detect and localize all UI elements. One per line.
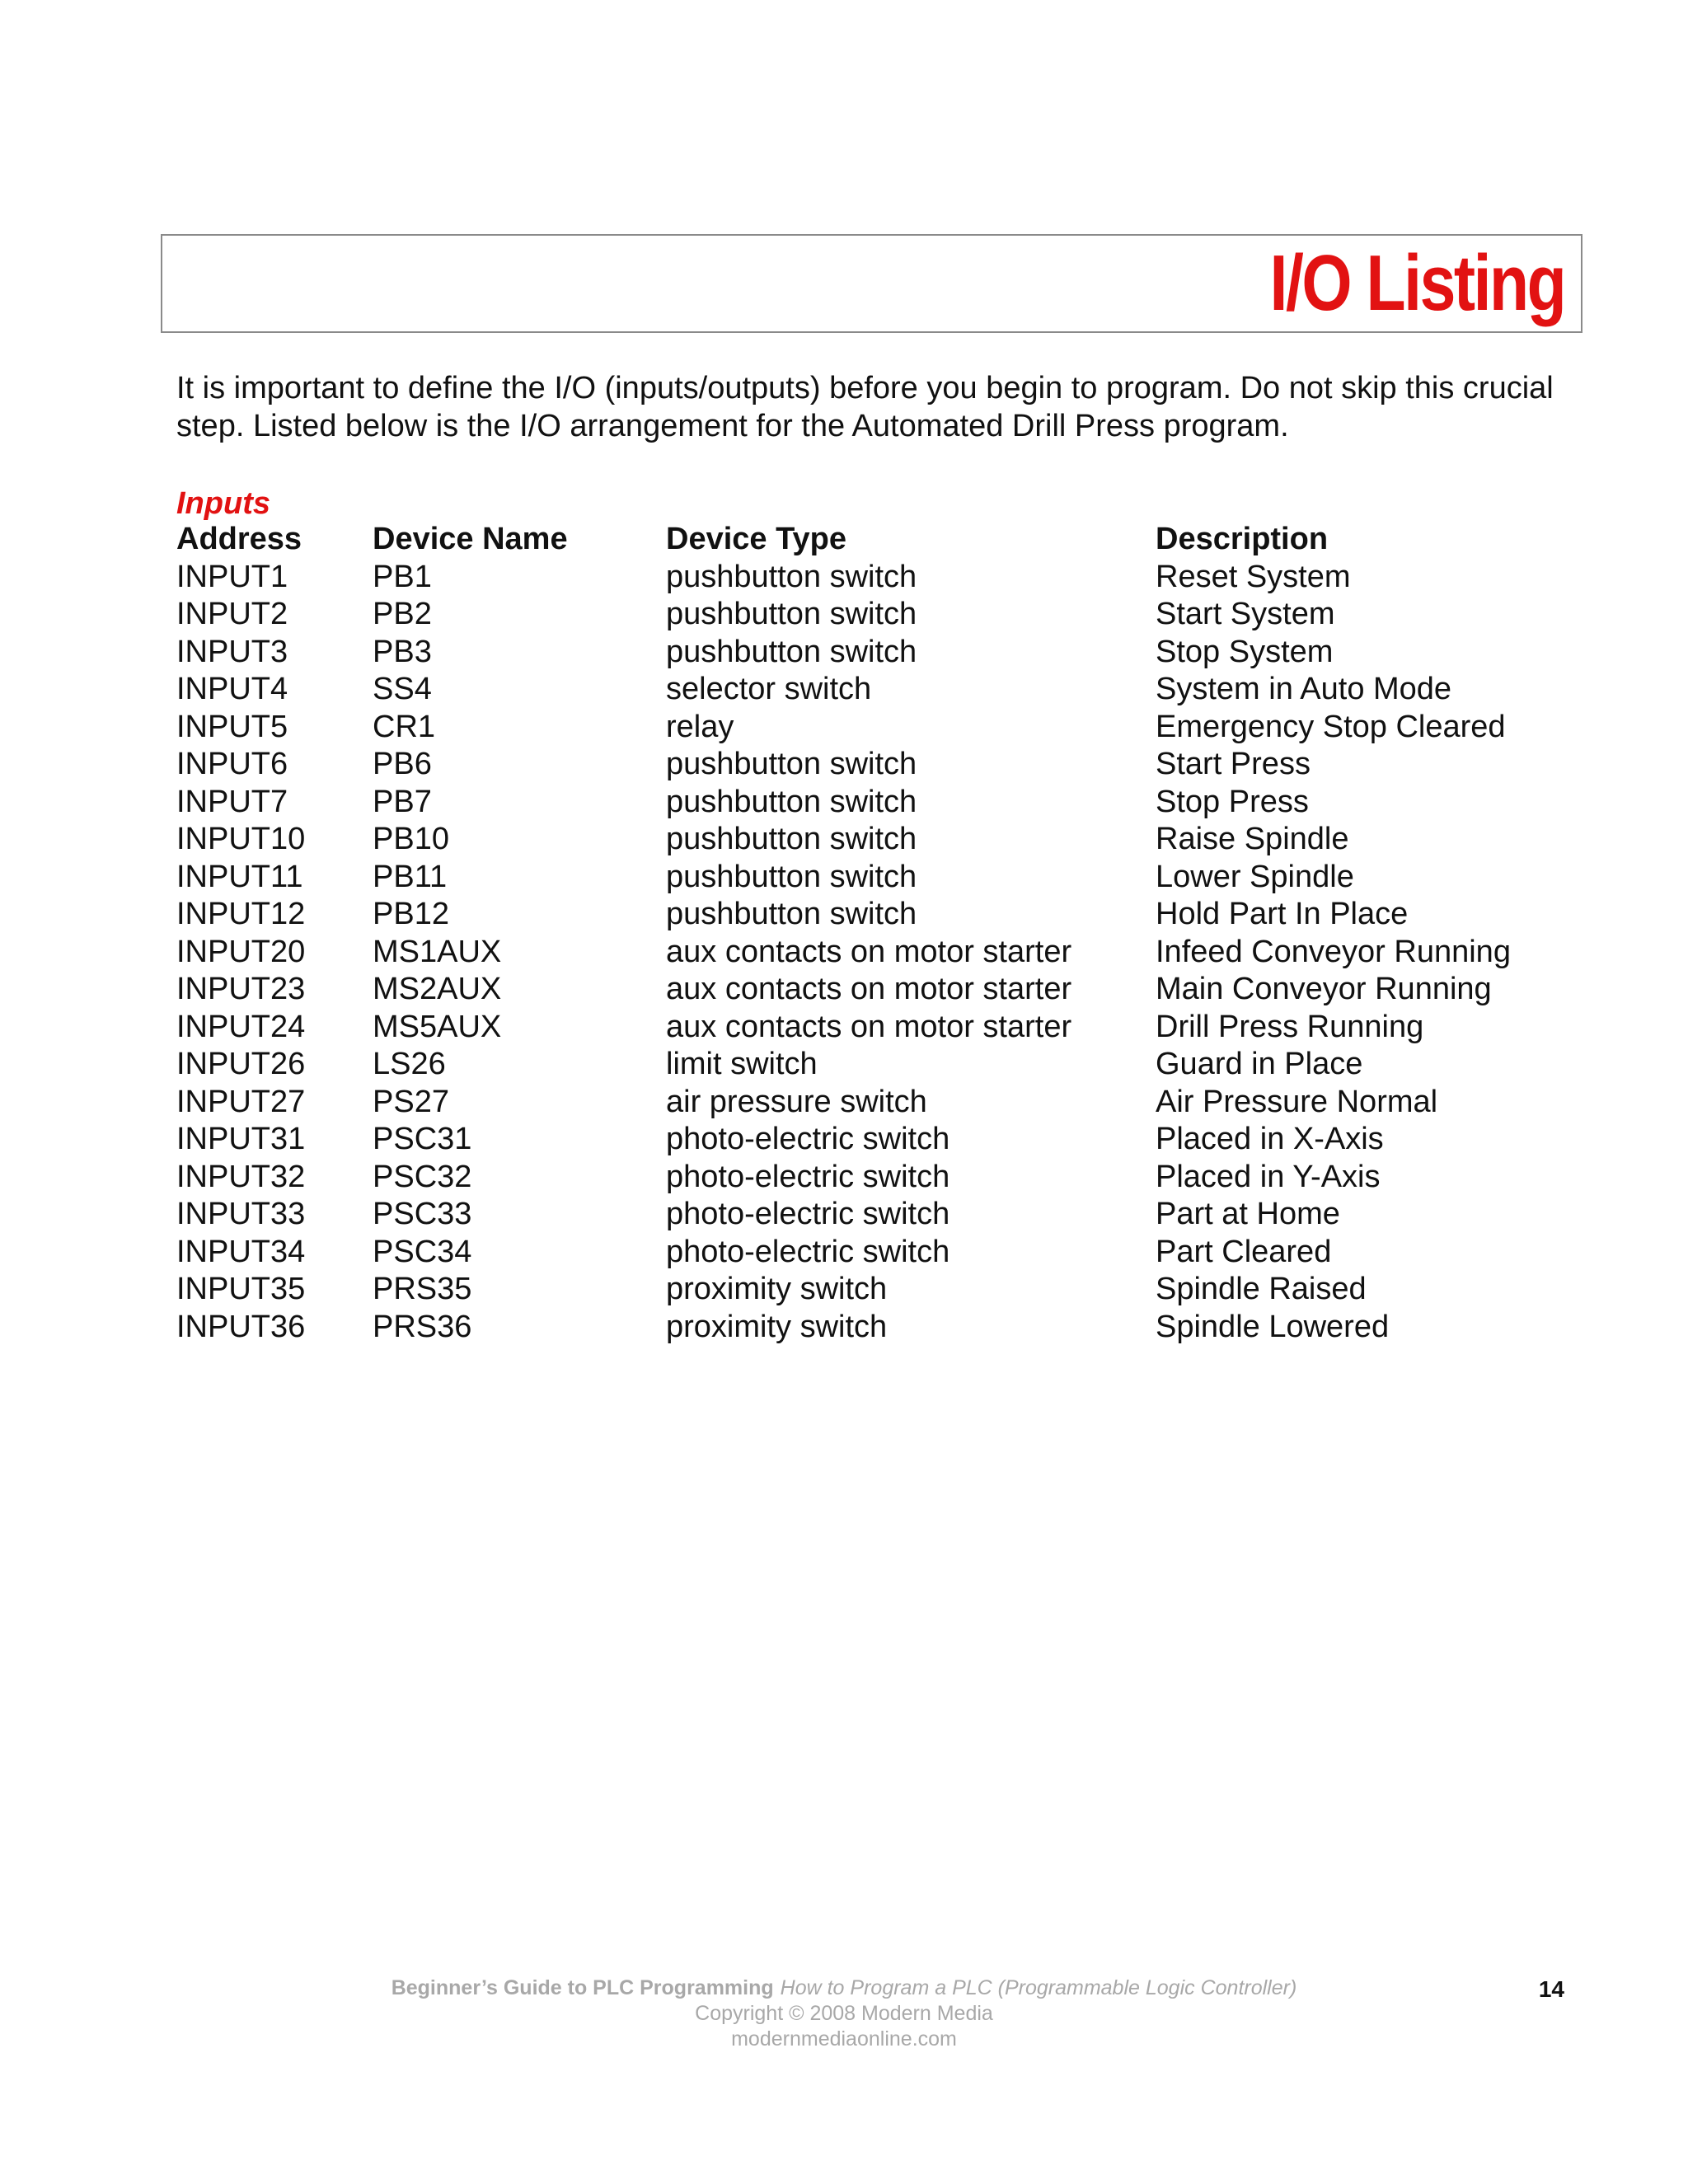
io-table xyxy=(176,521,1568,1346)
cell-device-type: pushbutton switch xyxy=(666,559,917,594)
cell-address: INPUT2 xyxy=(176,597,288,631)
cell-description: Spindle Raised xyxy=(1156,1272,1367,1306)
cell-address: INPUT34 xyxy=(176,1234,306,1269)
cell-device-type: pushbutton switch xyxy=(666,822,917,856)
cell-description: Hold Part In Place xyxy=(1156,897,1409,931)
page-number: 14 xyxy=(1538,1976,1564,2002)
cell-device-type: aux contacts on motor starter xyxy=(666,1009,1072,1044)
cell-description: Raise Spindle xyxy=(1156,822,1349,856)
cell-device-name: PB3 xyxy=(373,634,432,669)
cell-device-name: PSC34 xyxy=(373,1234,472,1269)
cell-address: INPUT3 xyxy=(176,634,288,669)
cell-description: Main Conveyor Running xyxy=(1156,972,1492,1006)
cell-address: INPUT31 xyxy=(176,1122,306,1156)
table-row xyxy=(176,634,1568,672)
table-row xyxy=(176,746,1568,784)
cell-address: INPUT33 xyxy=(176,1197,306,1231)
cell-address: INPUT24 xyxy=(176,1009,306,1044)
cell-device-name: PB10 xyxy=(373,822,449,856)
cell-device-type: proximity switch xyxy=(666,1272,888,1306)
cell-address: INPUT12 xyxy=(176,897,306,931)
cell-device-name: LS26 xyxy=(373,1047,446,1081)
cell-description: Stop Press xyxy=(1156,784,1309,819)
cell-address: INPUT20 xyxy=(176,934,306,969)
cell-device-name: PB11 xyxy=(373,859,448,894)
cell-address: INPUT23 xyxy=(176,972,306,1006)
intro-paragraph: It is important to define the I/O (inputs/outputs) before you begin to program. Do not skip this crucial step. Listed below is the I/O arrangement for the Automated Drill Press program. xyxy=(176,371,1554,443)
table-row xyxy=(176,671,1568,709)
section-label-inputs: Inputs xyxy=(176,486,270,521)
cell-description: Lower Spindle xyxy=(1156,859,1354,894)
table-row xyxy=(176,596,1568,634)
cell-description: System in Auto Mode xyxy=(1156,672,1452,706)
cell-address: INPUT32 xyxy=(176,1159,306,1194)
footer-copyright: Copyright © 2008 Modern Media xyxy=(695,2002,993,2025)
cell-device-type: selector switch xyxy=(666,672,872,706)
footer-website: modernmediaonline.com xyxy=(731,2027,957,2050)
table-row xyxy=(176,1009,1568,1047)
table-row xyxy=(176,934,1568,972)
cell-device-type: pushbutton switch xyxy=(666,859,917,894)
cell-description: Drill Press Running xyxy=(1156,1009,1424,1044)
table-row xyxy=(176,971,1568,1009)
cell-device-name: MS5AUX xyxy=(373,1009,502,1044)
header-device-type: Device Type xyxy=(666,522,846,556)
table-row xyxy=(176,1046,1568,1084)
cell-device-type: pushbutton switch xyxy=(666,634,917,669)
table-row xyxy=(176,1121,1568,1159)
cell-address: INPUT27 xyxy=(176,1084,306,1119)
cell-description: Part at Home xyxy=(1156,1197,1340,1231)
header-device-name: Device Name xyxy=(373,522,568,556)
table-row xyxy=(176,859,1568,897)
header-description: Description xyxy=(1156,522,1329,556)
table-row xyxy=(176,821,1568,859)
cell-description: Stop System xyxy=(1156,634,1334,669)
cell-device-type: photo-electric switch xyxy=(666,1122,950,1156)
cell-description: Placed in Y-Axis xyxy=(1156,1159,1381,1194)
cell-description: Placed in X-Axis xyxy=(1156,1122,1384,1156)
cell-device-type: pushbutton switch xyxy=(666,747,917,781)
cell-device-name: CR1 xyxy=(373,709,436,744)
cell-device-type: relay xyxy=(666,709,734,744)
cell-device-type: pushbutton switch xyxy=(666,597,917,631)
table-row xyxy=(176,1084,1568,1122)
cell-device-name: PSC32 xyxy=(373,1159,472,1194)
cell-address: INPUT10 xyxy=(176,822,306,856)
table-row xyxy=(176,896,1568,934)
cell-description: Reset System xyxy=(1156,559,1351,594)
table-row xyxy=(176,559,1568,597)
cell-device-name: PB1 xyxy=(373,559,432,594)
cell-device-type: proximity switch xyxy=(666,1309,888,1344)
cell-device-type: aux contacts on motor starter xyxy=(666,934,1072,969)
cell-description: Guard in Place xyxy=(1156,1047,1363,1081)
cell-device-name: PS27 xyxy=(373,1084,449,1119)
table-row xyxy=(176,1234,1568,1272)
footer-subtitle: How to Program a PLC (Programmable Logic Controller) xyxy=(780,1976,1297,1999)
cell-address: INPUT11 xyxy=(176,859,303,894)
cell-device-name: PB7 xyxy=(373,784,432,819)
cell-address: INPUT6 xyxy=(176,747,288,781)
cell-device-type: photo-electric switch xyxy=(666,1197,950,1231)
cell-address: INPUT4 xyxy=(176,672,288,706)
cell-address: INPUT1 xyxy=(176,559,288,594)
cell-device-name: PB2 xyxy=(373,597,432,631)
header-address: Address xyxy=(176,522,302,556)
cell-device-name: PB6 xyxy=(373,747,432,781)
cell-device-type: limit switch xyxy=(666,1047,818,1081)
footer-titles xyxy=(0,1975,1688,2000)
cell-device-type: air pressure switch xyxy=(666,1084,927,1119)
table-row xyxy=(176,1159,1568,1197)
cell-description: Emergency Stop Cleared xyxy=(1156,709,1506,744)
cell-description: Air Pressure Normal xyxy=(1156,1084,1438,1119)
cell-device-type: photo-electric switch xyxy=(666,1234,950,1269)
cell-address: INPUT7 xyxy=(176,784,288,819)
cell-device-type: photo-electric switch xyxy=(666,1159,950,1194)
cell-device-name: PSC33 xyxy=(373,1197,472,1231)
cell-description: Infeed Conveyor Running xyxy=(1156,934,1511,969)
cell-device-type: pushbutton switch xyxy=(666,897,917,931)
table-row xyxy=(176,709,1568,747)
cell-device-name: PRS35 xyxy=(373,1272,472,1306)
table-row xyxy=(176,1196,1568,1234)
cell-device-name: MS2AUX xyxy=(373,972,502,1006)
cell-device-name: PB12 xyxy=(373,897,449,931)
cell-address: INPUT35 xyxy=(176,1272,306,1306)
title-box xyxy=(161,234,1582,333)
cell-address: INPUT26 xyxy=(176,1047,306,1081)
cell-description: Spindle Lowered xyxy=(1156,1309,1390,1344)
table-row xyxy=(176,1309,1568,1347)
cell-description: Start Press xyxy=(1156,747,1311,781)
cell-address: INPUT5 xyxy=(176,709,288,744)
page-title: I/O Listing xyxy=(1269,239,1564,327)
cell-address: INPUT36 xyxy=(176,1309,306,1344)
cell-device-name: PRS36 xyxy=(373,1309,472,1344)
table-row xyxy=(176,1271,1568,1309)
cell-description: Start System xyxy=(1156,597,1335,631)
table-body xyxy=(176,559,1568,1347)
cell-device-name: SS4 xyxy=(373,672,432,706)
table-row xyxy=(176,784,1568,822)
footer-book-title: Beginner’s Guide to PLC Programming xyxy=(391,1976,774,1999)
cell-description: Part Cleared xyxy=(1156,1234,1332,1269)
cell-device-type: aux contacts on motor starter xyxy=(666,972,1072,1006)
table-header-row xyxy=(176,521,1568,559)
cell-device-name: PSC31 xyxy=(373,1122,472,1156)
cell-device-type: pushbutton switch xyxy=(666,784,917,819)
cell-device-name: MS1AUX xyxy=(373,934,502,969)
